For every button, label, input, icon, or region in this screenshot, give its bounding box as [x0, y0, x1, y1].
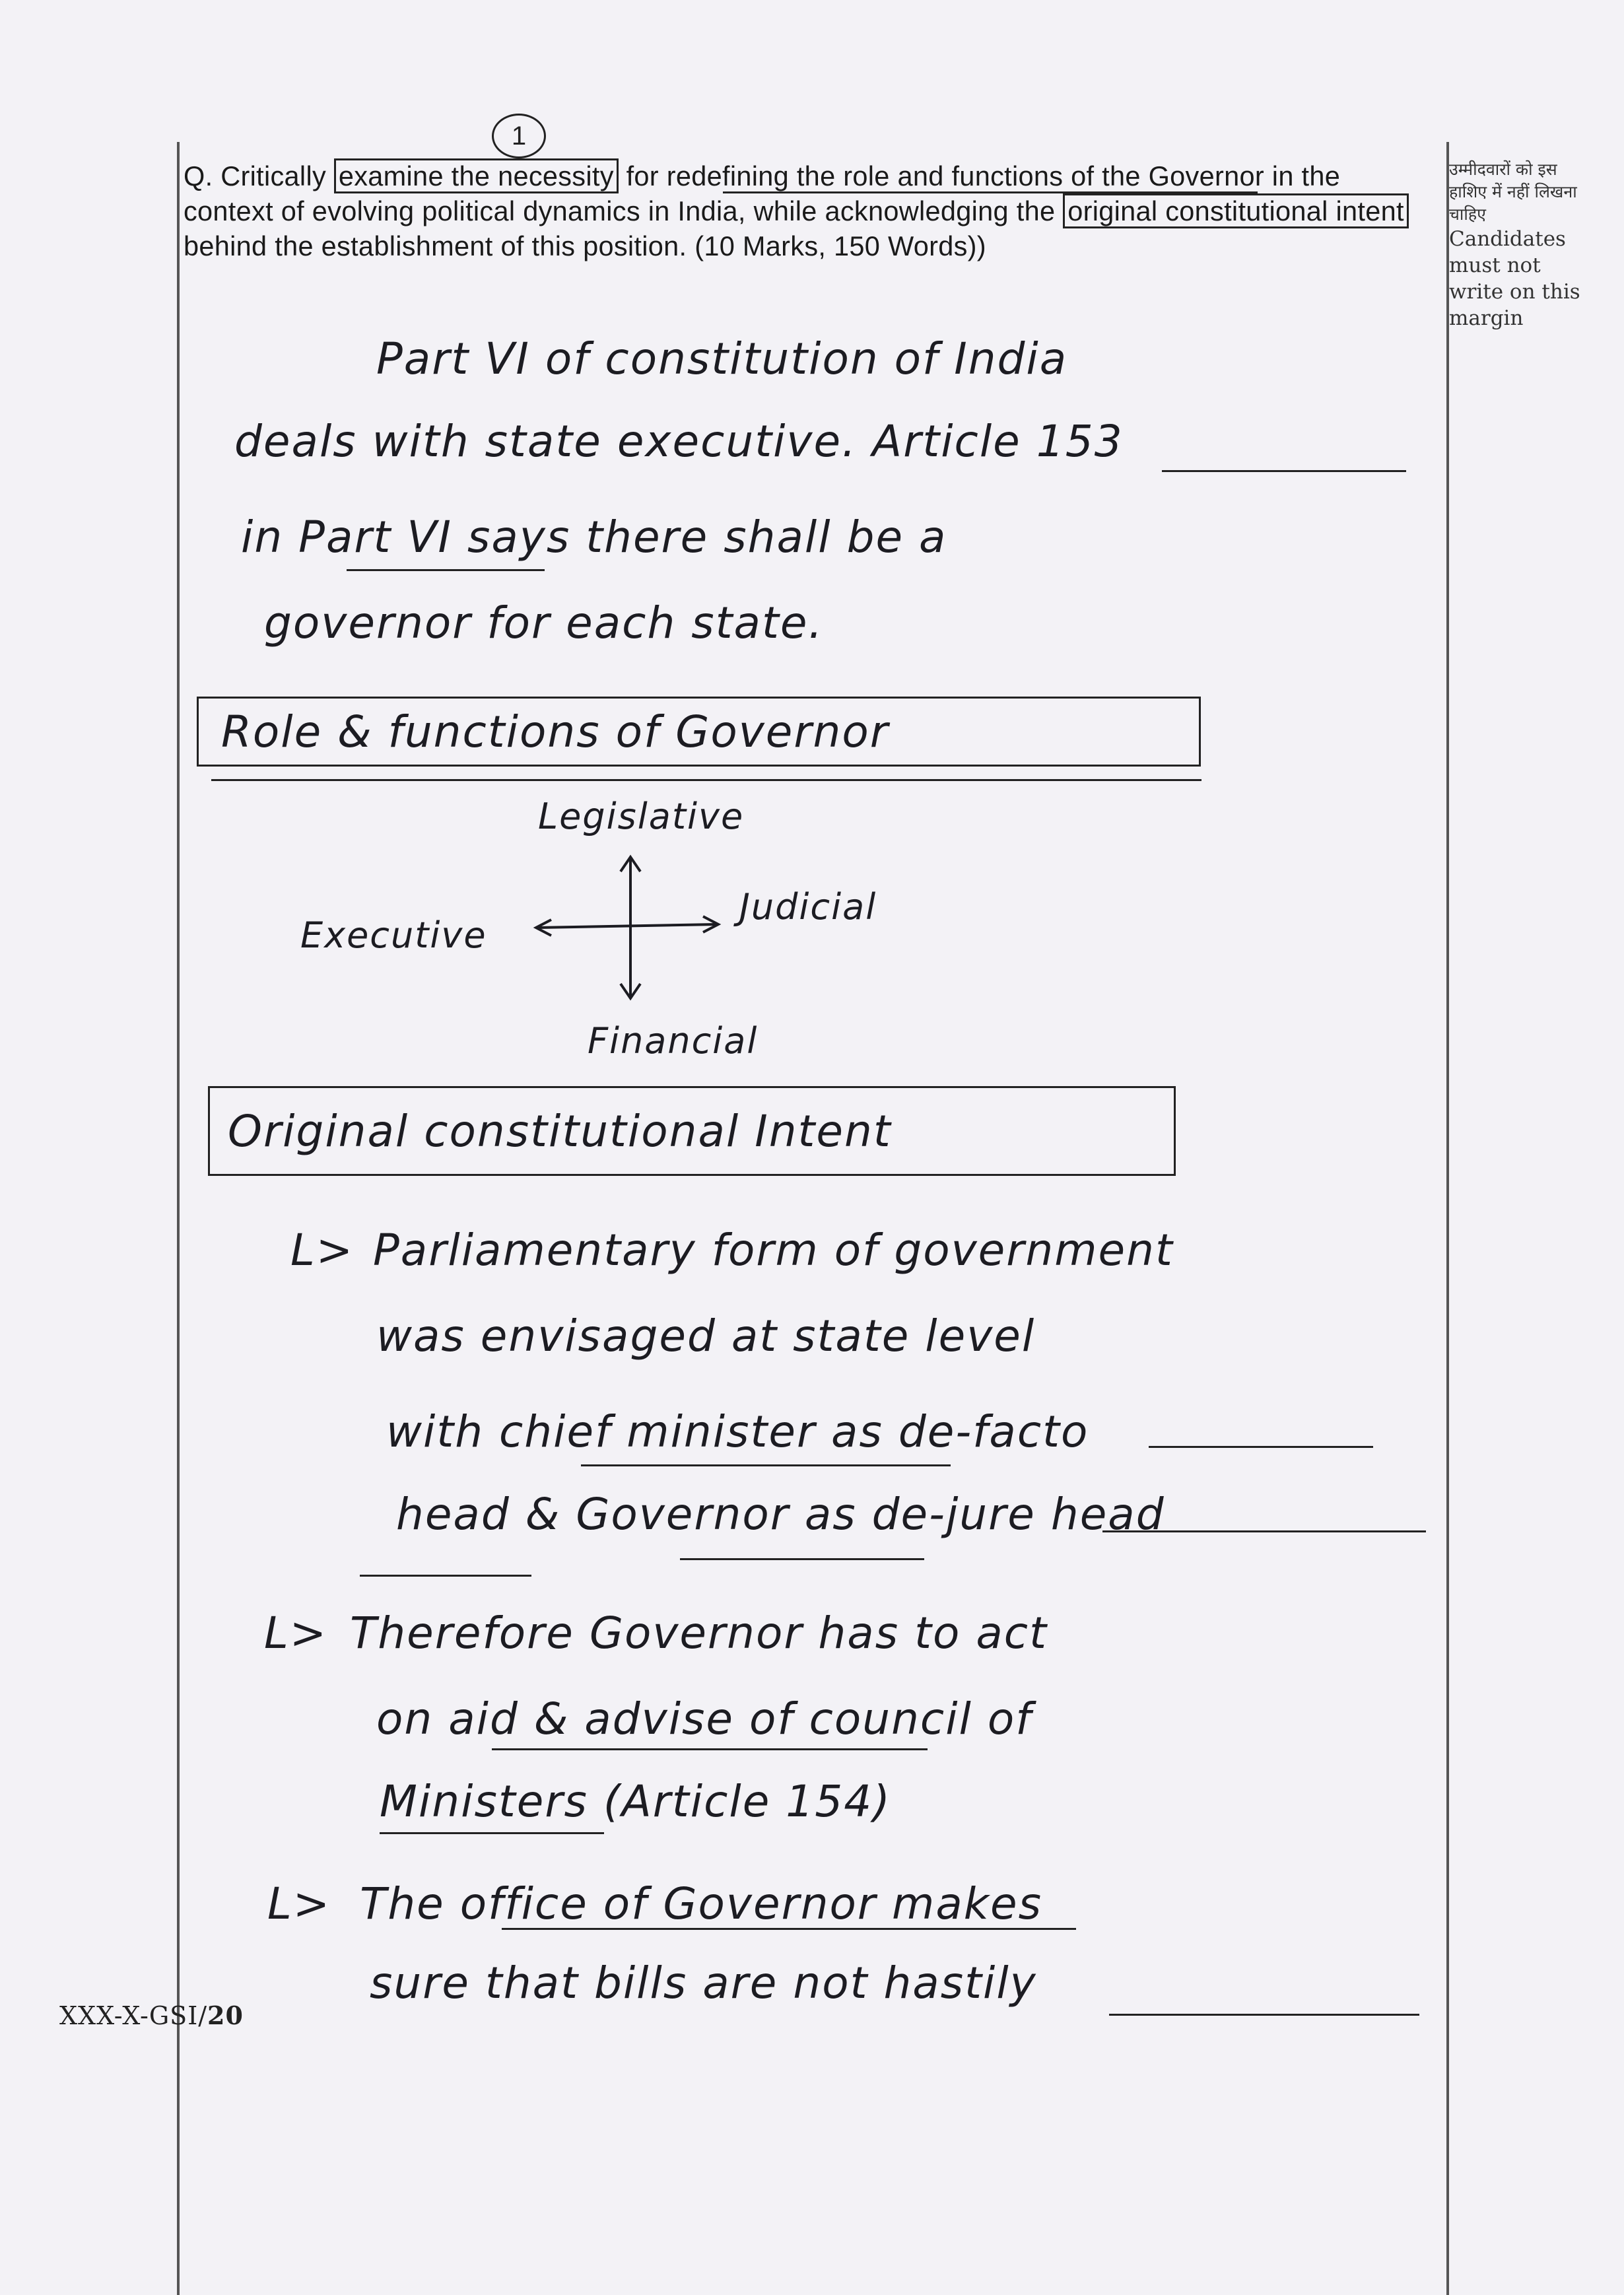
answer-intro-line-3: in Part VI says there shall be a	[241, 512, 947, 563]
question-suffix: behind the establishment of this position. (10 Marks, 150 Words))	[184, 230, 986, 261]
margin-instruction-hindi: उम्मीदवारों को इस हाशिए में नहीं लिखना चाहिए	[1449, 160, 1577, 224]
point-2-line-3: Ministers (Article 154)	[380, 1776, 891, 1827]
question-prefix: Q. Critically	[184, 160, 334, 191]
answer-intro-line-1: Part VI of constitution of India	[376, 333, 1068, 384]
point-1-line-3: with chief minister as de-facto	[386, 1406, 1089, 1457]
answer-intro-line-4: governor for each state.	[264, 598, 824, 648]
de-facto-underline	[1149, 1446, 1373, 1448]
question-number-mark: 1	[492, 114, 546, 158]
diagram-label-left: Executive	[300, 914, 487, 956]
point-3-line-1: The office of Governor makes	[360, 1878, 1042, 1929]
heading-role-functions: Role & functions of Governor	[221, 706, 889, 757]
ministers-underline	[380, 1832, 604, 1834]
aid-advise-underline	[492, 1748, 928, 1750]
point-1-line-4: head & Governor as de-jure head	[396, 1489, 1165, 1540]
question-boxed-phrase-1: examine the necessity	[334, 158, 619, 193]
footer-page-number: 20	[207, 2001, 244, 2030]
point-2-line-1: Therefore Governor has to act	[350, 1608, 1048, 1659]
diagram-label-right: Judicial	[739, 886, 877, 928]
office-governor-underline	[502, 1928, 1076, 1930]
answer-intro-line-2: deals with state executive. Article 153	[234, 416, 1124, 467]
margin-instruction-english: Candidates must not write on this margin	[1449, 227, 1580, 330]
not-hastily-underline	[1109, 2014, 1419, 2016]
governor-underline	[680, 1558, 924, 1560]
footer-code: XXX-X-GSI/	[59, 2001, 208, 2030]
point-1-line-2: was envisaged at state level	[376, 1311, 1036, 1361]
heading-original-intent: Original constitutional Intent	[228, 1106, 892, 1157]
point-3-line-2: sure that bills are not hastily	[370, 1958, 1037, 2008]
chief-minister-underline	[581, 1464, 951, 1466]
point-2-line-2: on aid & advise of council of	[376, 1694, 1032, 1744]
point-2-marker: L>	[264, 1608, 328, 1659]
question-boxed-phrase-2: original constitutional intent	[1063, 193, 1409, 228]
point-1-marker: L>	[290, 1225, 355, 1276]
question-middle: for redefining the role and functions of the Governor in the context of evolving political dynamics in India, while acknowledging the	[184, 160, 1341, 226]
diagram-label-bottom: Financial	[588, 1020, 759, 1062]
de-jure-underline	[1102, 1530, 1426, 1532]
point-1-line-1: Parliamentary form of government	[373, 1225, 1174, 1276]
head-underline	[360, 1575, 531, 1577]
point-3-marker: L>	[267, 1878, 331, 1929]
diagram-label-top: Legislative	[538, 796, 745, 837]
page-footer-code	[59, 2001, 244, 2030]
